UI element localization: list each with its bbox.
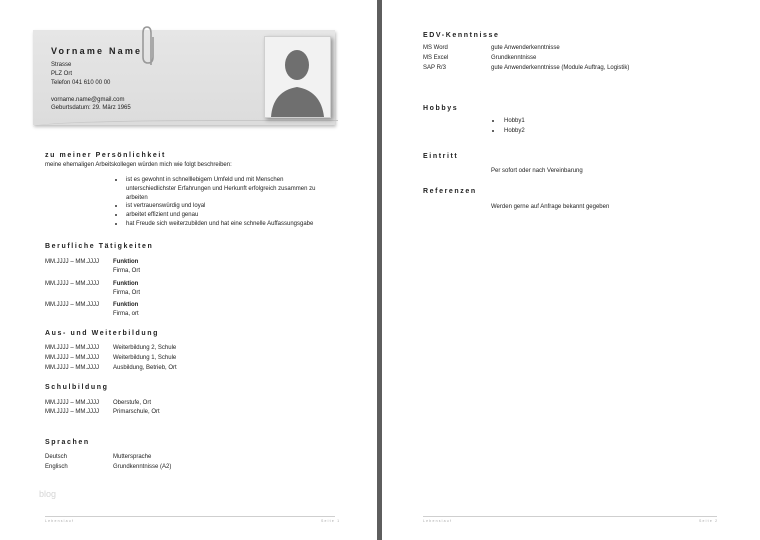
edv-tool: MS Word	[423, 45, 448, 51]
job-company: Firma, ort	[113, 311, 139, 317]
language-level: Muttersprache	[113, 454, 152, 460]
job-role: Funktion	[113, 281, 139, 287]
cv-page-1	[0, 0, 377, 540]
personality-bullet-cont: arbeiten	[126, 195, 148, 201]
section-title-hobbies: Hobbys	[423, 105, 459, 112]
personality-intro: meine ehemaligen Arbeitskollegen würden mich wie folgt beschreiben:	[45, 162, 232, 168]
email-address[interactable]: vorname.name@gmail.com	[51, 97, 125, 103]
page-number: Seite 2	[699, 519, 719, 523]
header-card-curl	[33, 120, 338, 131]
applicant-name: Vorname Name	[51, 46, 143, 56]
section-title-jobs: Berufliche Tätigkeiten	[45, 243, 154, 250]
bullet-dot	[115, 214, 117, 216]
training-text: Weiterbildung 1, Schule	[113, 355, 177, 361]
hobby-item: Hobby1	[504, 118, 525, 124]
training-date: MM.JJJJ – MM.JJJJ	[45, 345, 99, 351]
watermark-text: blog	[39, 489, 57, 499]
personality-bullet: ist es gewohnt in schnelllebigem Umfeld und mit Menschen	[126, 177, 284, 183]
edv-level: gute Anwenderkenntnisse (Module Auftrag, Logistik)	[491, 65, 630, 71]
language-name: Deutsch	[45, 454, 68, 460]
section-title-edv: EDV-Kenntnisse	[423, 32, 500, 39]
job-company: Firma, Ort	[113, 268, 140, 274]
bullet-dot	[115, 223, 117, 225]
hobby-item: Hobby2	[504, 128, 525, 134]
bullet-dot	[115, 205, 117, 207]
entry-text: Per sofort oder nach Vereinbarung	[491, 168, 583, 174]
school-date: MM.JJJJ – MM.JJJJ	[45, 400, 99, 406]
edv-level: gute Anwenderkenntnisse	[491, 45, 560, 51]
edv-level: Grundkenntnisse	[491, 55, 537, 61]
references-text: Werden gerne auf Anfrage bekannt gegeben	[491, 204, 610, 210]
school-date: MM.JJJJ – MM.JJJJ	[45, 409, 99, 415]
section-title-school: Schulbildung	[45, 384, 109, 391]
bullet-dot	[115, 179, 117, 181]
job-role: Funktion	[113, 302, 139, 308]
footer-rule	[45, 516, 335, 517]
birth-date: Geburtsdatum: 29. März 1965	[51, 105, 131, 111]
school-text: Oberstufe, Ort	[113, 400, 152, 406]
footer-left-text: Lebenslauf	[45, 519, 75, 523]
training-date: MM.JJJJ – MM.JJJJ	[45, 355, 99, 361]
profile-photo	[264, 36, 331, 118]
footer-rule	[423, 516, 717, 517]
phone-number: Telefon 041 610 00 00	[51, 80, 111, 86]
footer-left-text: Lebenslauf	[423, 519, 453, 523]
personality-bullet-cont: unterschiedlichster Erfahrungen und Herkunft erfolgreich zusammen zu	[126, 186, 316, 192]
page-number: Seite 1	[321, 519, 341, 523]
section-title-personality: zu meiner Persönlichkeit	[45, 152, 166, 159]
section-title-languages: Sprachen	[45, 439, 90, 446]
cv-page-2	[382, 0, 760, 540]
personality-bullet: hat Freude sich weiterzubilden und hat eine schnelle Auffassungsgabe	[126, 221, 314, 227]
section-title-references: Referenzen	[423, 188, 477, 195]
school-text: Primarschule, Ort	[113, 409, 160, 415]
personality-bullet: arbeitet effizient und genau	[126, 212, 199, 218]
address-city: PLZ Ort	[51, 71, 73, 77]
language-level: Grundkenntnisse (A2)	[113, 464, 172, 470]
bullet-dot	[492, 130, 494, 132]
edv-tool: MS Excel	[423, 55, 449, 61]
training-text: Weiterbildung 2, Schule	[113, 345, 177, 351]
job-company: Firma, Ort	[113, 290, 140, 296]
bullet-dot	[492, 120, 494, 122]
personality-bullet: ist vertrauenswürdig und loyal	[126, 203, 206, 209]
section-title-training: Aus- und Weiterbildung	[45, 330, 160, 337]
job-role: Funktion	[113, 259, 139, 265]
language-name: Englisch	[45, 464, 68, 470]
job-date: MM.JJJJ – MM.JJJJ	[45, 302, 99, 308]
edv-tool: SAP R/3	[423, 65, 446, 71]
person-silhouette-icon	[265, 37, 330, 117]
job-date: MM.JJJJ – MM.JJJJ	[45, 259, 99, 265]
section-title-entry: Eintritt	[423, 153, 459, 160]
address-street: Strasse	[51, 62, 72, 68]
job-date: MM.JJJJ – MM.JJJJ	[45, 281, 99, 287]
training-text: Ausbildung, Betrieb, Ort	[113, 365, 177, 371]
training-date: MM.JJJJ – MM.JJJJ	[45, 365, 99, 371]
